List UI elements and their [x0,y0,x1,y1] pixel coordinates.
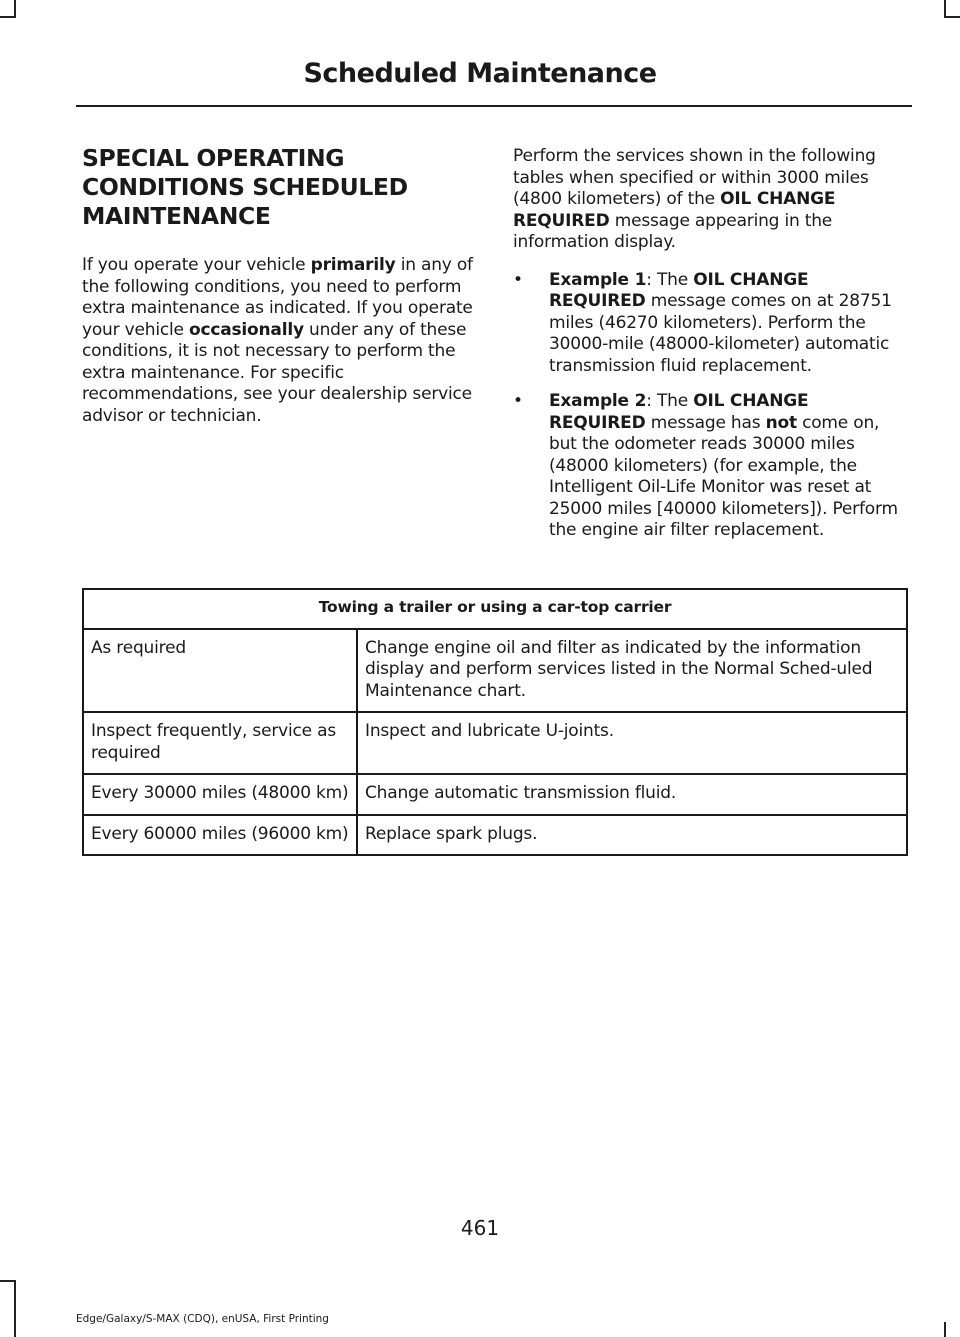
example-2-label: Example 2 [549,391,647,411]
intro-text-2: in any of the following conditions, you need to perform extra maintenance as indicated. If you operate your vehicle [82,255,473,340]
example-2-colon: : The [646,391,694,411]
intro-text-3: under any of these conditions, it is not necessary to perform the extra maintenance. For specific recommendations, see your dealership service advisor or technician. [82,319,472,426]
oil-change-required-message: OIL CHANGE REQUIRED [513,189,836,231]
section-heading-line-2: CONDITIONS SCHEDULED [82,173,408,201]
service-cell: Inspect and lubricate U-joints. [357,712,907,774]
interval-cell: Every 60000 miles (96000 km) [83,815,357,856]
example-2-text-a: message has [645,412,766,433]
table-row [83,815,907,856]
example-2-item [513,391,910,542]
section-heading-line-1: SPECIAL OPERATING [82,144,345,172]
crop-mark-bottom-left-h [0,1280,16,1282]
example-1-message: OIL CHANGE REQUIRED [549,269,809,311]
bullet-marker: • [513,391,523,411]
example-2-not-emphasis: not [765,412,797,433]
perform-text-1: Perform the services shown in the following tables when specified or within 3000 miles (4800 kilometers) of the [513,146,876,209]
interval-cell: As required [83,629,357,713]
section-heading-line-3: MAINTENANCE [82,202,271,230]
crop-mark-top-left-h [0,16,16,18]
example-1-text: message comes on at 28751 miles (46270 kilometers). Perform the 30000-mile (48000-kilometer) automatic transmission fluid replacement. [549,291,892,376]
service-cell: Change engine oil and filter as indicated by the information display and perform services listed in the Normal Sched-uled Maintenance chart. [357,629,907,713]
example-1-colon: : The [646,269,694,290]
interval-cell: Every 30000 miles (48000 km) [83,774,357,815]
example-1-item [513,270,910,378]
header-divider [76,105,912,107]
right-column [513,146,910,556]
perform-text-2: message appearing in the information display. [513,210,833,252]
service-cell: Change automatic transmission fluid. [357,774,907,815]
left-column [82,144,477,427]
crop-mark-top-right-h [944,16,960,18]
example-2-text-b: come on, but the odometer reads 30000 miles (48000 kilometers) (for example, the Intelligent Oil-Life Monitor was reset at 25000 miles [40000 kilometers]). Perform the engine air filter replacement. [549,412,898,540]
page-header-title: Scheduled Maintenance [303,58,657,89]
example-2-message: OIL CHANGE REQUIRED [549,391,809,433]
service-cell: Replace spark plugs. [357,815,907,856]
edition-footer: Edge/Galaxy/S-MAX (CDQ), enUSA, First Printing [76,1313,329,1325]
perform-services-paragraph [513,146,910,254]
table-row [83,712,907,774]
intro-emphasis-primarily: primarily [310,255,396,275]
intro-text-1: If you operate your vehicle [82,255,311,275]
crop-mark-bottom-right-v [944,1322,946,1337]
towing-maintenance-table [82,588,908,856]
interval-cell: Inspect frequently, service as required [83,712,357,774]
intro-paragraph [82,255,477,427]
table-row [83,629,907,713]
intro-emphasis-occasionally: occasionally [188,319,304,340]
table-header: Towing a trailer or using a car-top carrier [83,589,907,629]
crop-mark-bottom-left-v [14,1280,16,1337]
examples-list [513,270,910,542]
bullet-marker: • [513,269,523,290]
page-number: 461 [460,1216,500,1240]
table-row [83,774,907,815]
section-heading [82,144,477,231]
table-header-row [83,589,907,629]
example-1-label: Example 1 [549,269,647,290]
